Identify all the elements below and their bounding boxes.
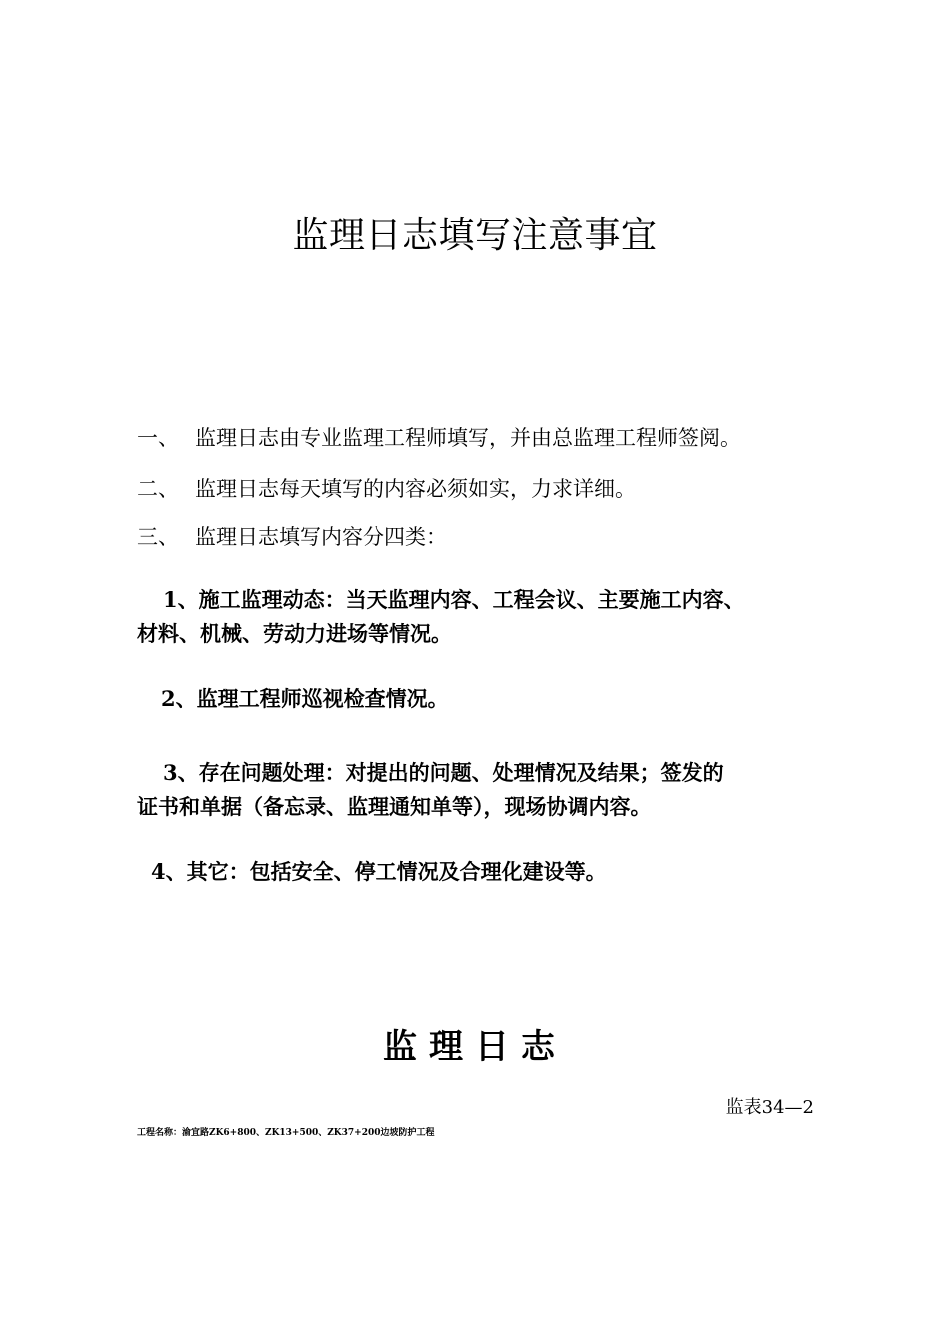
category-1	[137, 583, 837, 651]
notice-number: 三、	[137, 525, 179, 549]
notice-item-2	[137, 474, 636, 504]
notice-number: 二、	[137, 477, 179, 501]
notice-number: 一、	[137, 426, 179, 450]
notice-item-1	[137, 423, 741, 453]
notice-text: 监理日志由专业监理工程师填写，并由总监理工程师签阅。	[195, 426, 741, 450]
category-line: 1、施工监理动态：当天监理内容、工程会议、主要施工内容、	[163, 587, 745, 612]
project-value: 渝宜路ZK6+800、ZK13+500、ZK37+200边坡防护工程	[182, 1128, 435, 1138]
page-title: 监理日志填写注意事宜	[292, 215, 658, 256]
project-name	[137, 1126, 435, 1140]
form-code: 监表34—2	[725, 1097, 814, 1118]
category-4	[137, 855, 837, 889]
category-line: 材料、机械、劳动力进场等情况。	[137, 621, 452, 646]
project-label: 工程名称：	[137, 1128, 183, 1138]
category-line: 2、监理工程师巡视检查情况。	[161, 686, 449, 711]
notice-text: 监理日志每天填写的内容必须如实，力求详细。	[195, 477, 636, 501]
category-3	[137, 756, 837, 824]
category-line: 3、存在问题处理：对提出的问题、处理情况及结果；签发的	[163, 760, 724, 785]
log-title: 监理日志	[383, 1027, 567, 1067]
category-2	[137, 682, 837, 716]
notice-text: 监理日志填写内容分四类：	[195, 525, 447, 549]
notice-item-3	[137, 522, 447, 552]
category-line: 4、其它：包括安全、停工情况及合理化建设等。	[151, 859, 607, 884]
category-line: 证书和单据（备忘录、监理通知单等），现场协调内容。	[137, 794, 652, 819]
